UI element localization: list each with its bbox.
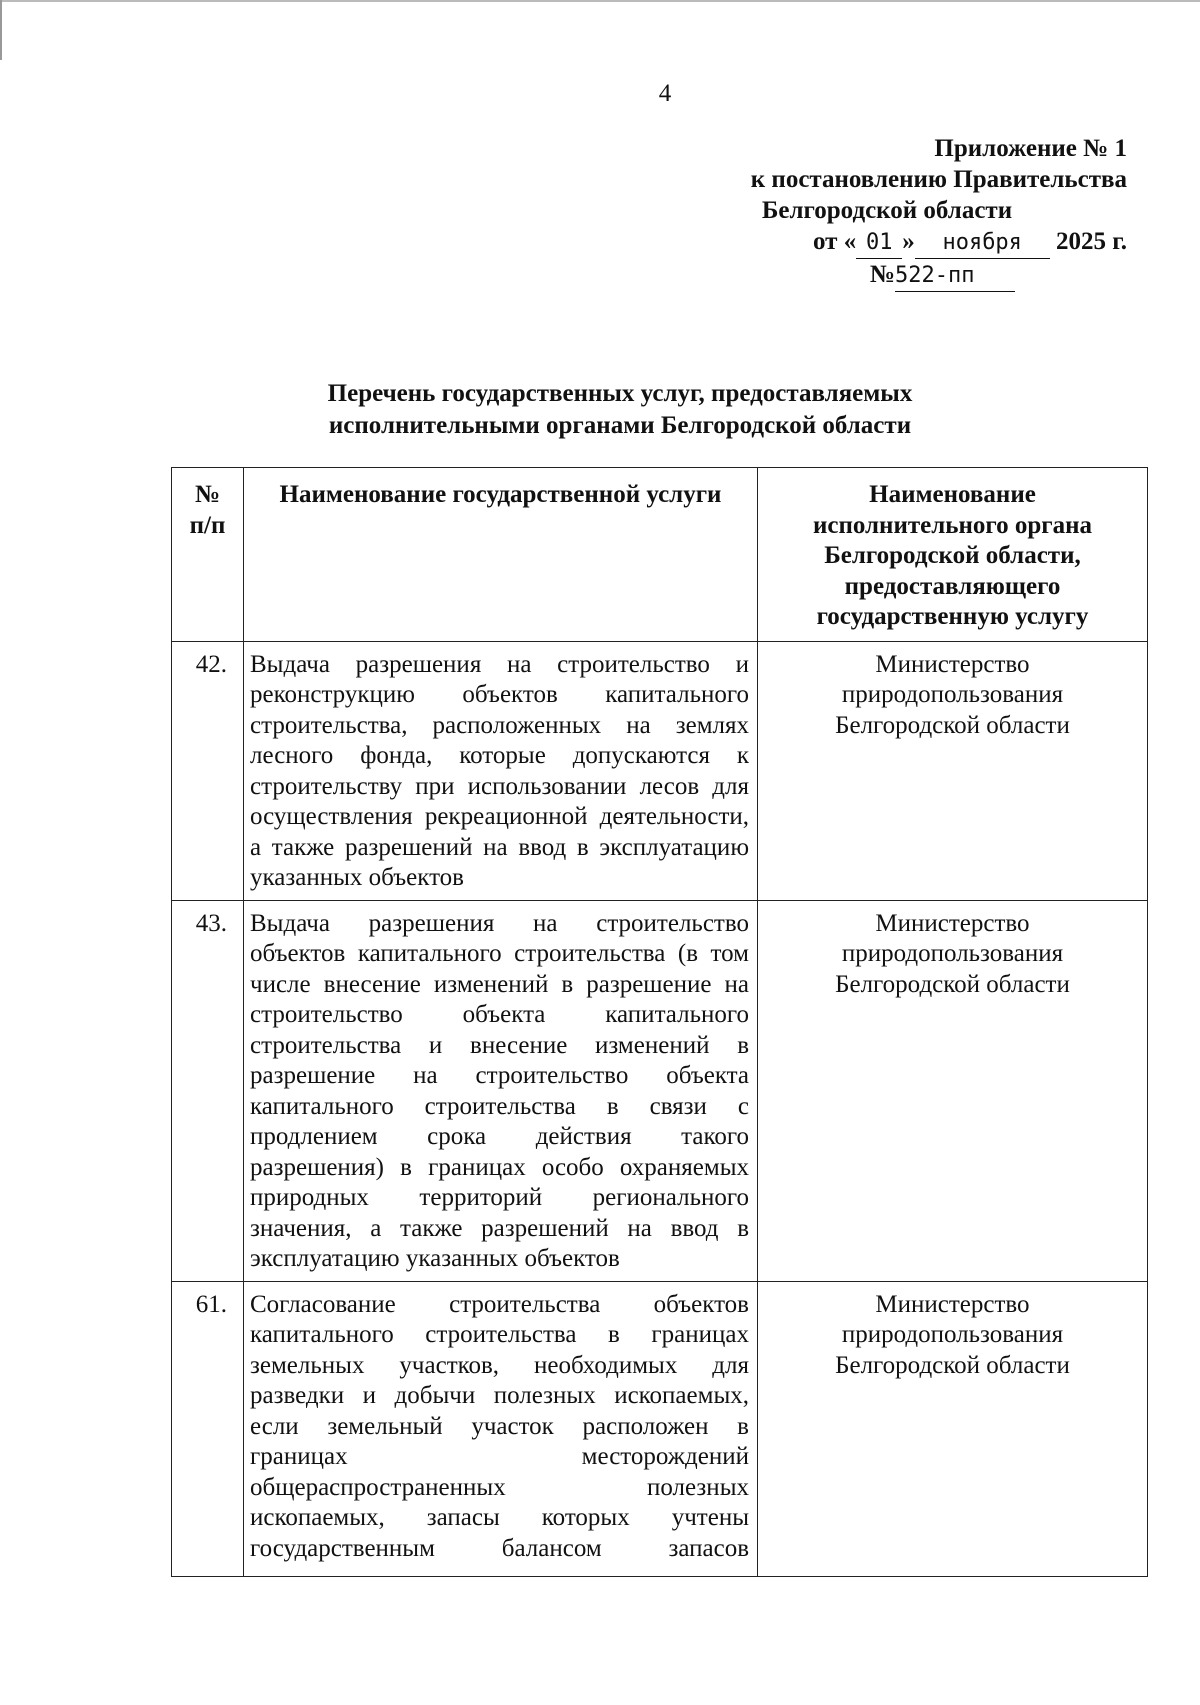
header-service-name: Наименование государственной услуги [244, 468, 758, 642]
appendix-header [607, 133, 1127, 292]
date-day: 01 [856, 227, 902, 259]
resolution-number: 522-пп [895, 260, 1015, 292]
appendix-date [607, 226, 1127, 259]
header-organ-name: Наименование исполнительного органа Белгородской области, предоставляющего государственную услугу [758, 468, 1148, 642]
document-title [170, 378, 1070, 442]
appendix-number [607, 259, 1127, 292]
page-number: 4 [658, 80, 672, 107]
organ-name [758, 641, 1148, 900]
table-row [172, 900, 1148, 1281]
row-number: 61. [172, 1281, 244, 1576]
date-prefix: от « [813, 228, 857, 255]
appendix-region: Белгородской области [761, 197, 1013, 224]
document-title-line-1: Перечень государственных услуг, предоставляемых [327, 380, 913, 407]
table-row [172, 1281, 1148, 1576]
date-day-suffix: » [902, 228, 915, 255]
organ-line-1: Министерство [875, 650, 1030, 678]
header-num: № п/п [172, 468, 244, 642]
organ-line-2: природопользования [841, 940, 1064, 967]
number-prefix: № [869, 261, 895, 288]
row-number: 42. [172, 641, 244, 900]
organ-name [758, 1281, 1148, 1576]
appendix-resolution-ref: к постановлению Правительства [750, 166, 1127, 193]
organ-line-2: природопользования [841, 1321, 1064, 1348]
document-title-line-2: исполнительными органами Белгородской области [328, 412, 912, 439]
organ-line-3: Белгородской области [835, 711, 1070, 739]
date-year: 2025 г. [1055, 228, 1127, 255]
service-name: Согласование строительства объектов капитального строительства в границах земельных участков, необходимых для разведки и добычи полезных ископаемых, если земельный участок расположен в границах месторождений общераспространенных полезных ископаемых, запасы которых учтены государственным балансом запасов [244, 1281, 758, 1576]
table-row [172, 641, 1148, 900]
scan-edge-top [0, 0, 1200, 2]
organ-line-3: Белгородской области [835, 970, 1070, 998]
organ-line-1: Министерство [875, 1290, 1030, 1318]
table-header-row [172, 468, 1148, 642]
service-name: Выдача разрешения на строительство объектов капитального строительства (в том числе внесение изменений в разрешение на строительство объекта капитального строительства и внесение изменений в разрешение на строительство объекта капитального строительства в связи с продлением срока действия такого разрешения) в границах особо охраняемых природных территорий регионального значения, а также разрешений на ввод в эксплуатацию указанных объектов [244, 900, 758, 1281]
appendix-title: Приложение № 1 [934, 135, 1127, 162]
row-number: 43. [172, 900, 244, 1281]
organ-name [758, 900, 1148, 1281]
organ-line-2: природопользования [841, 681, 1064, 708]
organ-line-1: Министерство [875, 909, 1030, 937]
services-table [171, 467, 1148, 1577]
scan-edge-left [0, 0, 2, 60]
date-month: ноября [915, 227, 1050, 259]
service-name: Выдача разрешения на строительство и реконструкцию объектов капитального строительства, расположенных на землях лесного фонда, которые допускаются к строительству при использовании лесов для осуществления рекреационной деятельности, а также разрешений на ввод в эксплуатацию указанных объектов [244, 641, 758, 900]
organ-line-3: Белгородской области [835, 1351, 1070, 1379]
